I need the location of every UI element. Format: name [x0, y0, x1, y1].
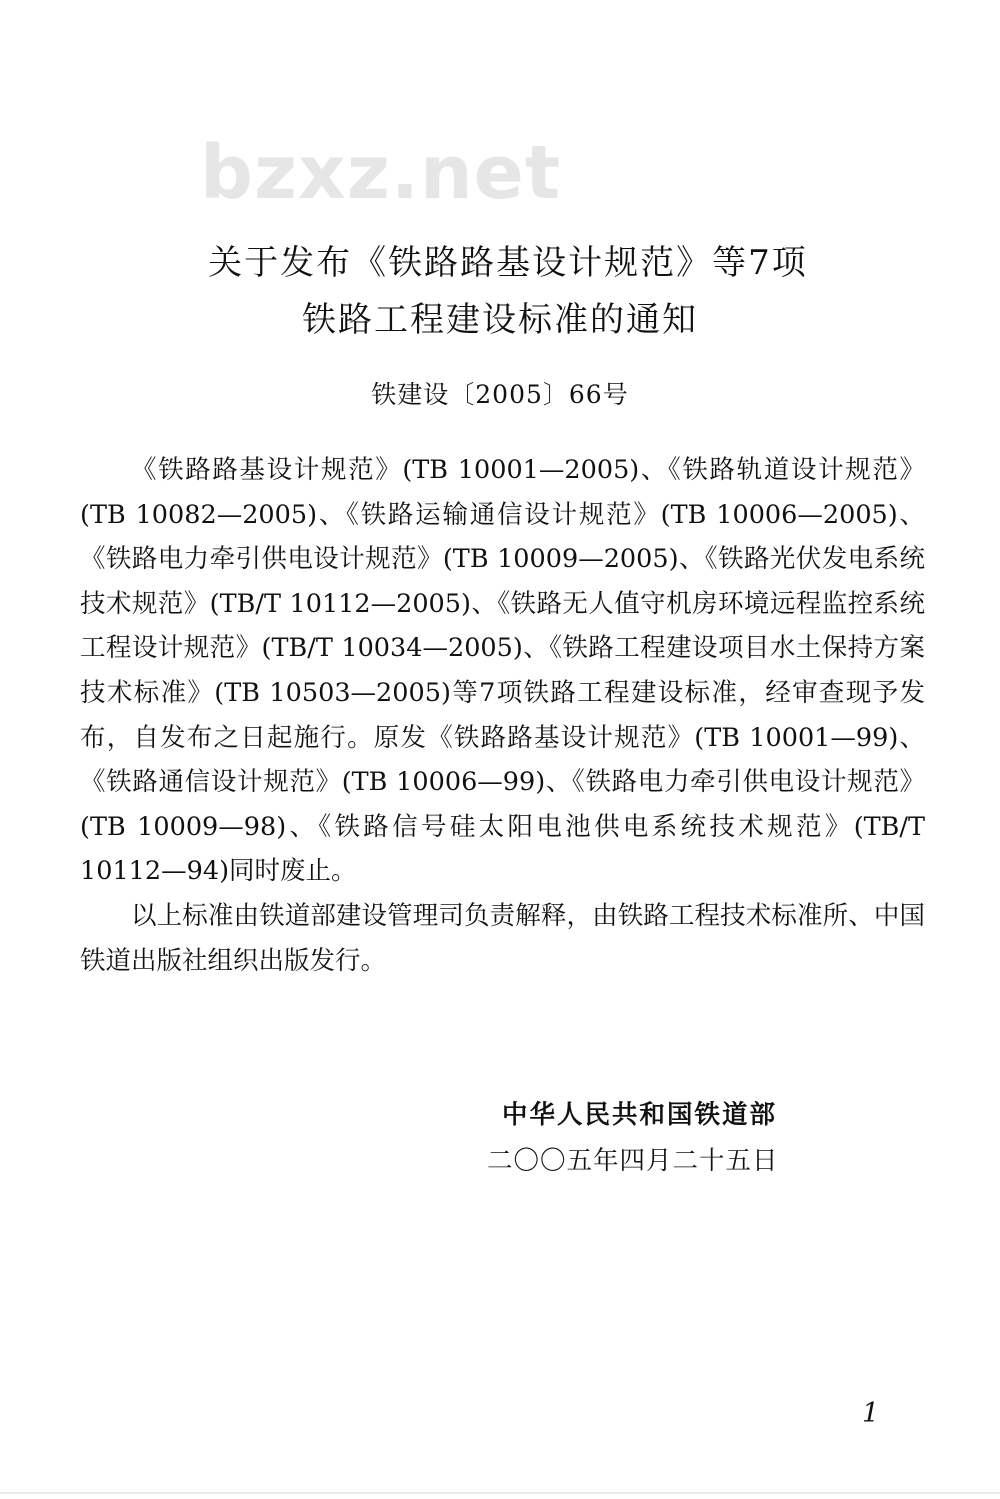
page-number: 1 [862, 1398, 880, 1429]
issuing-organization: 中华人民共和国铁道部 [502, 1100, 778, 1130]
body-paragraph-1: 《铁路路基设计规范》(TB 10001—2005)、《铁路轨道设计规范》(TB 10082—2005)、《铁路运输通信设计规范》(TB 10006—2005)、《铁路电力牵引供电设计规范》(TB 10009—2005)、《铁路光伏发电系统技术规范》(TB/T 10112—2005)、《铁路无人值守机房环境远程监控系统工程设计规范》(TB/T 10034—2005)、《铁路工程建设项目水土保持方案技术标准》(TB 10503—2005)等7项铁路工程建设标准，经审查现予发布，自发布之日起施行。原发《铁路路基设计规范》(TB 10001—99)、《铁路通信设计规范》(TB 10006—99)、《铁路电力牵引供电设计规范》(TB 10009—98)、《铁路信号硅太阳电池供电系统技术规范》(TB/T 10112—94)同时废止。 [80, 455, 925, 887]
document-number: 铁建设〔2005〕66号 [371, 380, 629, 409]
watermark: bzxz.net [200, 130, 562, 216]
body-paragraph-2: 以上标准由铁道部建设管理司负责解释，由铁路工程技术标准所、中国铁道出版社组织出版发行。 [80, 900, 925, 976]
title-line-2: 铁路工程建设标准的通知 [302, 300, 698, 340]
page-bottom-divider [0, 1492, 1000, 1494]
signature-block [480, 1092, 840, 1184]
title-line-1: 关于发布《铁路路基设计规范》等7项 [208, 243, 808, 283]
notice-body [80, 448, 925, 983]
issue-date: 二〇〇五年四月二十五日 [487, 1146, 779, 1176]
